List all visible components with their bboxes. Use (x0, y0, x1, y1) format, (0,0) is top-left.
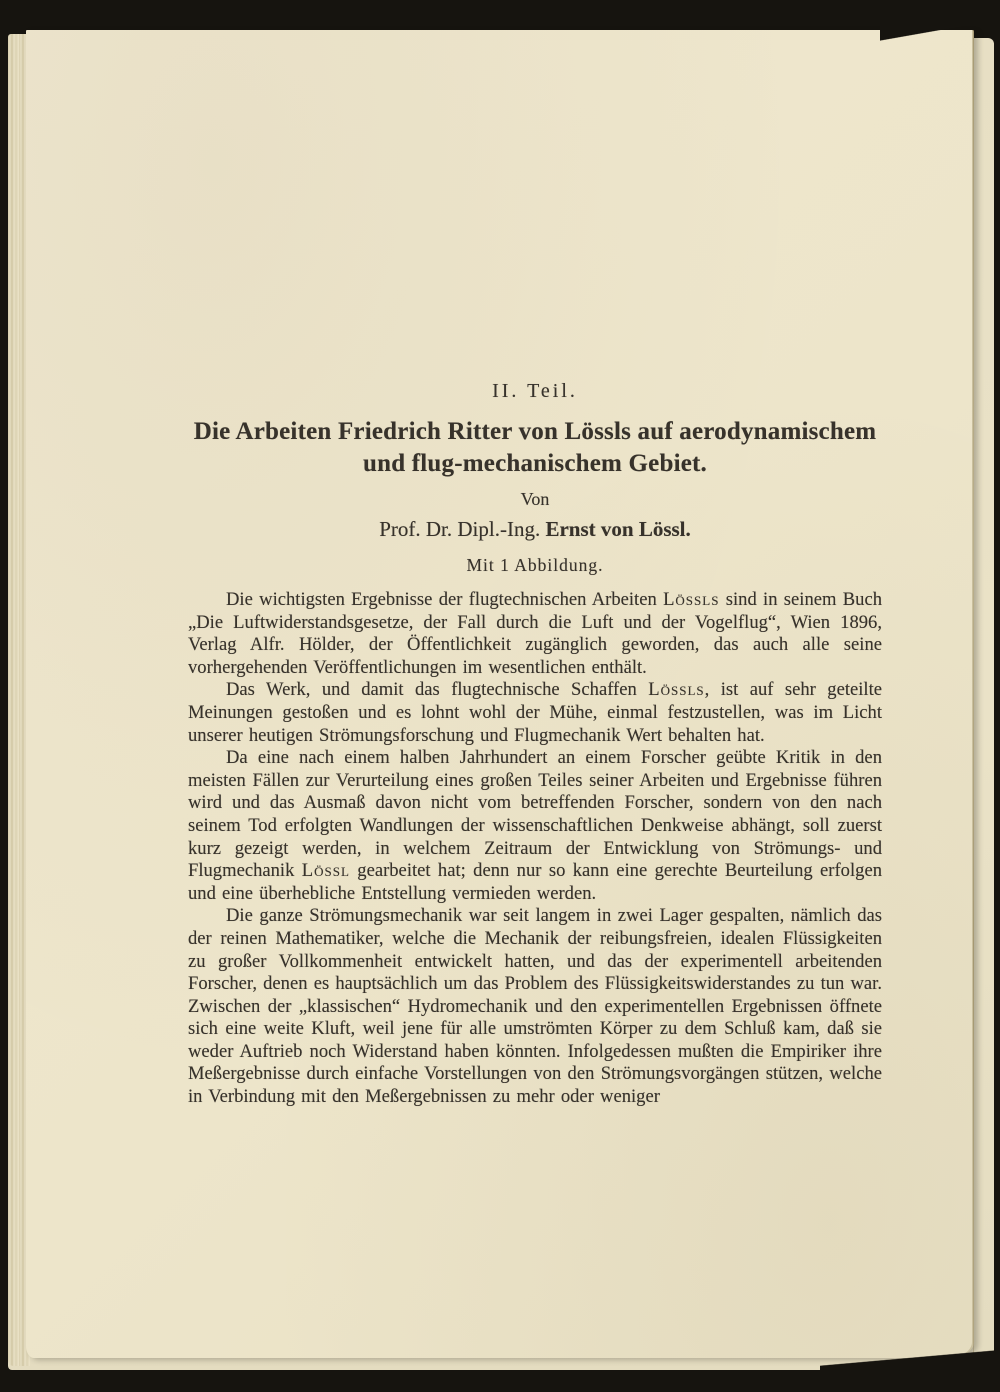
book-page (26, 30, 974, 1358)
paragraph (188, 679, 882, 747)
text-segment: sind in seinem Buch „Die Luftwiderstandsgesetze, der Fall durch die Luft und der Vogelflug“, Wien 1896, Verlag Alfr. Hölder, der Öffentlichkeit zugänglich geworden, das auch alle seine vorhergehenden Veröffentlichungen im wesentlichen enthält. (188, 589, 882, 678)
text-segment: Die ganze Strömungsmechanik war seit langem in zwei Lager gespalten, nämlich das der reinen Mathematiker, welche die Mechanik der reibungsfreien, idealen Flüssigkeiten zu großer Vollkommenheit entwickelt hatten, und das der experimentell arbeitenden Forscher, denen es hauptsächlich um das Problem des Flüssigkeitswiderstandes zu tun war. Zwischen der „klassischen“ Hydromechanik und den experimentellen Ergebnissen öffnete sich eine weite Kluft, weil jene für alle umströmten Körper zu dem Schluß kam, daß sie weder Auftrieb noch Widerstand haben könnten. Infolgedessen mußten die Empiriker ihre Meßergebnisse durch einfache Vorstellungen von den Strömungsvorgängen stützen, welche in Verbindung mit den Meßergebnissen zu mehr oder weniger (188, 905, 882, 1108)
small-caps-name: Lössl (301, 860, 350, 882)
title-line: und flug-mechanischem Gebiet. (363, 450, 707, 477)
paragraph (188, 589, 882, 679)
byline-label: Von (520, 489, 550, 509)
text-segment: Da eine nach einem halben Jahrhundert an einem Forscher geübte Kritik in den meisten Fällen zur Verurteilung eines großen Teiles seiner Arbeiten und Ergebnisse führen wird und das Ausmaß davon nicht vom betreffenden Forscher, sondern von den nach seinem Tod erfolgten Wandlungen der wissenschaftlichen Denkweise abhängt, soll zuerst kurz gezeigt werden, in welchem Zeitraum der Entwicklung von Strömungs- und Flugmechanik (188, 747, 882, 882)
cover-edge-top-right (880, 0, 1000, 46)
title-line: Die Arbeiten Friedrich Ritter von Lössls auf aerodynamischem (193, 418, 877, 445)
small-caps-name: Lössls (663, 589, 720, 610)
paragraph (188, 747, 882, 905)
author-name: Ernst von Lössl. (545, 517, 691, 541)
small-caps-name: Lössls (648, 679, 705, 701)
next-page-crease (973, 30, 974, 1356)
paragraph (188, 905, 882, 1108)
page-content (188, 380, 882, 1109)
part-heading: II. Teil. (492, 380, 578, 402)
figure-note: Mit 1 Abbildung. (466, 555, 604, 575)
author-line (188, 517, 882, 542)
cover-edge-bottom-right (820, 1332, 1000, 1392)
page-title (188, 416, 882, 480)
text-segment: Die wichtigsten Ergebnisse der flugtechnischen Arbeiten (226, 589, 664, 610)
body-text (188, 589, 882, 1109)
text-segment: Das Werk, und damit das flugtechnische Schaffen (226, 679, 649, 701)
text-segment: gearbeitet hat; denn nur so kann eine gerechte Beurteilung erfolgen und eine überhebliche Entstellung vermieden werden. (188, 860, 882, 904)
text-segment: , ist auf sehr geteilte Meinungen gestoßen und es lohnt wohl der Mühe, einmal festzustellen, was im Licht unserer heutigen Strömungsforschung und Flugmechanik Wert behalten hat. (188, 679, 882, 746)
author-prefix: Prof. Dr. Dipl.-Ing. (379, 517, 546, 541)
